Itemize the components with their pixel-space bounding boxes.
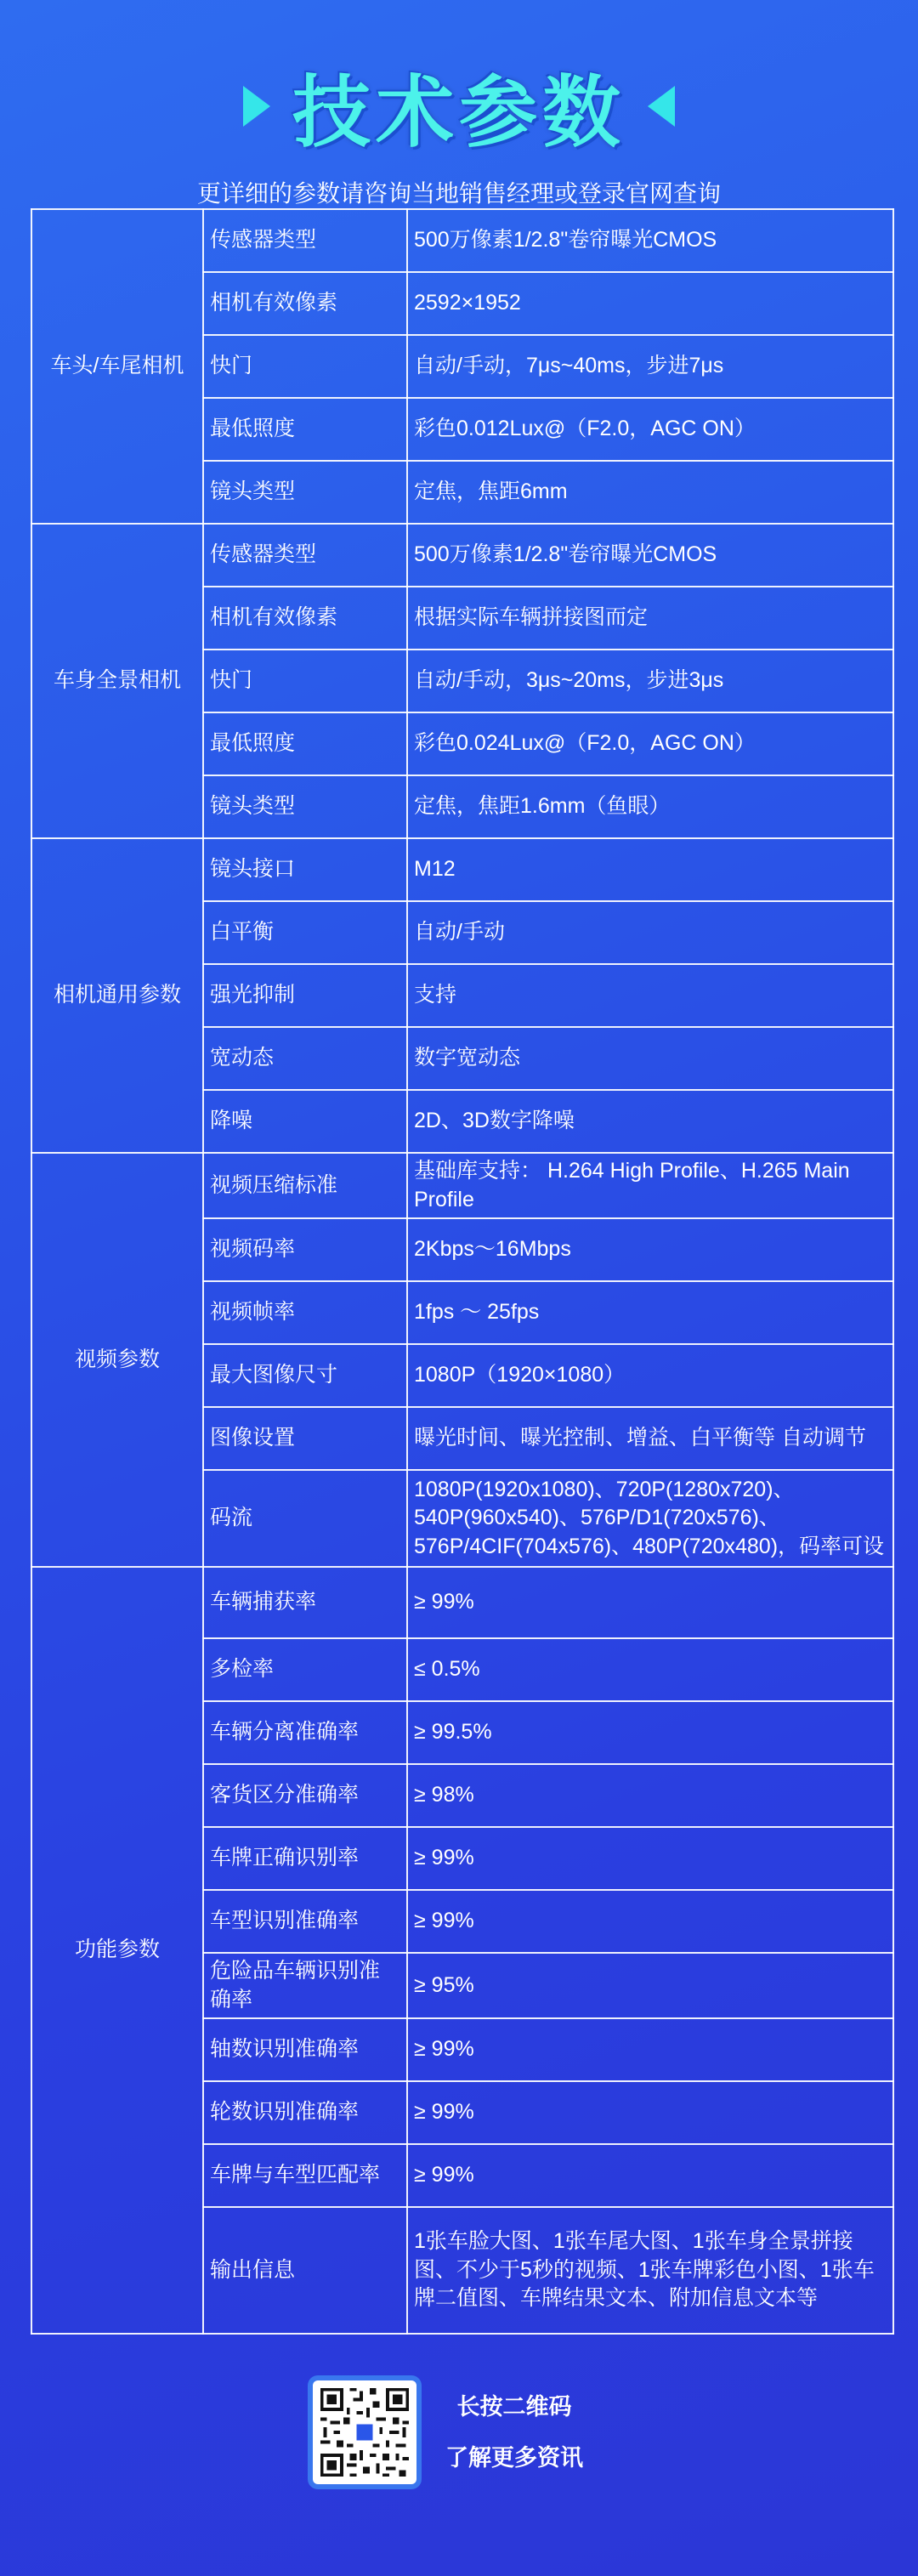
param-name: 传感器类型	[203, 209, 407, 272]
param-value: 500万像素1/2.8"卷帘曝光CMOS	[407, 209, 893, 272]
footer-text	[445, 2381, 583, 2483]
header	[0, 60, 918, 209]
param-name: 降噪	[203, 1090, 407, 1153]
param-name: 传感器类型	[203, 524, 407, 587]
param-value: ≤ 0.5%	[407, 1638, 893, 1701]
footer	[313, 2380, 583, 2484]
param-name: 图像设置	[203, 1407, 407, 1470]
param-name: 镜头接口	[203, 838, 407, 901]
param-name: 最低照度	[203, 398, 407, 461]
param-value: ≥ 99%	[407, 1567, 893, 1638]
param-name: 相机有效像素	[203, 272, 407, 335]
param-value: 曝光时间、曝光控制、增益、白平衡等 自动调节	[407, 1407, 893, 1470]
param-value: ≥ 99%	[407, 1890, 893, 1953]
param-value: 自动/手动，3μs~20ms，步进3μs	[407, 650, 893, 712]
param-value: 彩色0.012Lux@（F2.0，AGC ON）	[407, 398, 893, 461]
footer-line-2: 了解更多资讯	[445, 2445, 583, 2471]
param-name: 客货区分准确率	[203, 1764, 407, 1827]
group-label: 功能参数	[31, 1567, 203, 2334]
triangle-right-icon	[243, 86, 270, 127]
param-name: 镜头类型	[203, 461, 407, 524]
param-name: 轴数识别准确率	[203, 2018, 407, 2081]
param-name: 视频码率	[203, 1218, 407, 1281]
param-name: 危险品车辆识别准确率	[203, 1953, 407, 2018]
param-name: 车牌与车型匹配率	[203, 2144, 407, 2207]
param-name: 最低照度	[203, 712, 407, 775]
param-value: M12	[407, 838, 893, 901]
table-row	[31, 524, 893, 587]
table-row	[31, 1153, 893, 1218]
param-value: ≥ 99%	[407, 2081, 893, 2144]
param-name: 宽动态	[203, 1027, 407, 1090]
param-value: 1080P（1920×1080）	[407, 1344, 893, 1407]
param-value: 支持	[407, 964, 893, 1027]
param-name: 视频帧率	[203, 1281, 407, 1344]
param-value: 根据实际车辆拼接图而定	[407, 587, 893, 650]
param-value: 数字宽动态	[407, 1027, 893, 1090]
param-name: 车辆分离准确率	[203, 1701, 407, 1764]
param-name: 视频压缩标准	[203, 1153, 407, 1218]
footer-line-1: 长按二维码	[456, 2394, 572, 2420]
group-label: 相机通用参数	[31, 838, 203, 1153]
param-name: 白平衡	[203, 901, 407, 964]
param-name: 码流	[203, 1470, 407, 1567]
param-name: 镜头类型	[203, 775, 407, 838]
table-row	[31, 1567, 893, 1638]
qr-code-icon[interactable]	[313, 2380, 416, 2484]
param-value: ≥ 99.5%	[407, 1701, 893, 1764]
param-value: 自动/手动	[407, 901, 893, 964]
param-name: 车型识别准确率	[203, 1890, 407, 1953]
param-name: 车辆捕获率	[203, 1567, 407, 1638]
triangle-left-icon	[648, 86, 675, 127]
param-value: ≥ 98%	[407, 1764, 893, 1827]
page-subtitle: 更详细的参数请咨询当地销售经理或登录官网查询	[196, 180, 721, 207]
spec-table	[31, 208, 894, 2335]
param-name: 车牌正确识别率	[203, 1827, 407, 1890]
param-name: 快门	[203, 650, 407, 712]
param-name: 强光抑制	[203, 964, 407, 1027]
group-label: 车身全景相机	[31, 524, 203, 838]
param-value: ≥ 95%	[407, 1953, 893, 2018]
param-name: 相机有效像素	[203, 587, 407, 650]
param-value: 定焦，焦距1.6mm（鱼眼）	[407, 775, 893, 838]
title-row	[0, 60, 918, 156]
param-name: 轮数识别准确率	[203, 2081, 407, 2144]
param-value: 1080P(1920x1080)、720P(1280x720)、540P(960x540)、576P/D1(720x576)、576P/4CIF(704x576)、480P(720x480)，码率可设	[407, 1470, 893, 1567]
page-title: 技术参数	[292, 70, 626, 156]
param-value: 定焦，焦距6mm	[407, 461, 893, 524]
group-label: 视频参数	[31, 1153, 203, 1567]
param-value: ≥ 99%	[407, 1827, 893, 1890]
param-value: 1张车脸大图、1张车尾大图、1张车身全景拼接图、不少于5秒的视频、1张车牌彩色小图、1张车牌二值图、车牌结果文本、附加信息文本等	[407, 2207, 893, 2334]
param-value: ≥ 99%	[407, 2144, 893, 2207]
param-value: ≥ 99%	[407, 2018, 893, 2081]
param-value: 基础库支持： H.264 High Profile、H.265 Main Profile	[407, 1153, 893, 1218]
param-value: 自动/手动，7μs~40ms，步进7μs	[407, 335, 893, 398]
param-value: 500万像素1/2.8"卷帘曝光CMOS	[407, 524, 893, 587]
group-label: 车头/车尾相机	[31, 209, 203, 524]
table-row	[31, 209, 893, 272]
param-name: 输出信息	[203, 2207, 407, 2334]
param-value: 1fps ～ 25fps	[407, 1281, 893, 1344]
param-name: 最大图像尺寸	[203, 1344, 407, 1407]
param-value: 2D、3D数字降噪	[407, 1090, 893, 1153]
param-name: 多检率	[203, 1638, 407, 1701]
param-name: 快门	[203, 335, 407, 398]
param-value: 彩色0.024Lux@（F2.0，AGC ON）	[407, 712, 893, 775]
param-value: 2Kbps～16Mbps	[407, 1218, 893, 1281]
param-value: 2592×1952	[407, 272, 893, 335]
table-row	[31, 838, 893, 901]
